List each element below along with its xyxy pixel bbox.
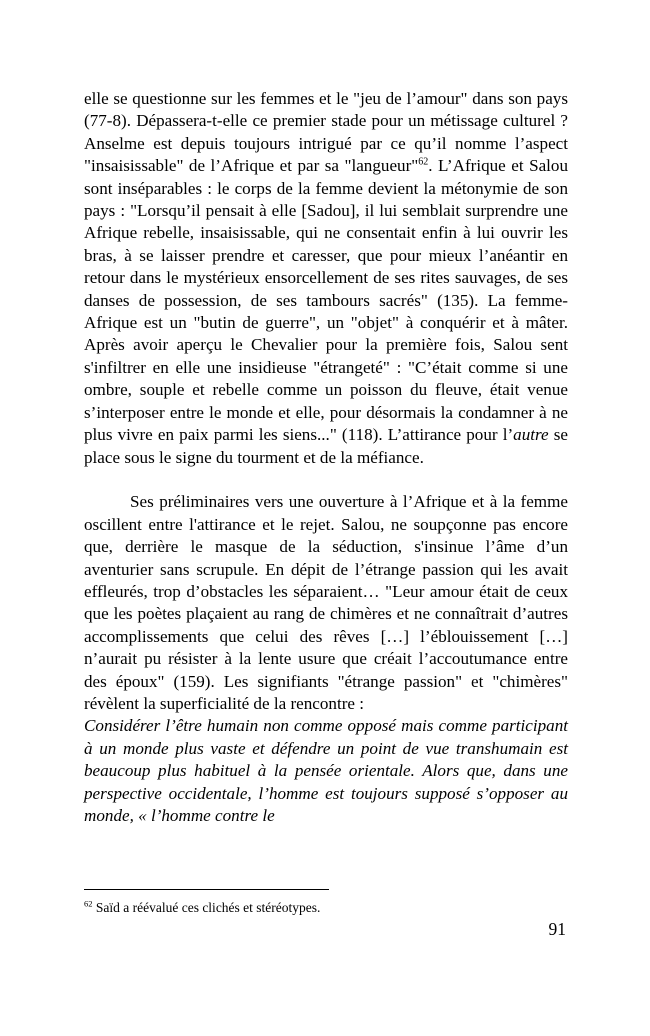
italic-word-autre: autre	[513, 425, 549, 445]
paragraph-1	[84, 88, 568, 469]
footnote-number: 62	[84, 898, 93, 909]
footnote-separator	[84, 889, 329, 890]
paragraph-1-start: elle se questionne sur les femmes et le "jeu de l’amour" dans son pays (77-8). Dépassera-t-elle ce premier stade pour un métissage culturel ? Anselme est depuis toujours intrigué par ce qu’il nomme l’aspect "insaisissable" de l’Afrique et par sa "langueur"	[84, 89, 568, 176]
footnote-text: Saïd a réévalué ces clichés et stéréotypes.	[92, 900, 321, 915]
page-number: 91	[548, 919, 566, 939]
footnote	[84, 899, 568, 916]
paragraph-1-end: se place sous le signe du tourment et de la méfiance.	[84, 425, 568, 467]
body-text	[84, 88, 568, 827]
italic-quotation: Considérer l’être humain non comme opposé mais comme participant à un monde plus vaste et défendre un point de vue transhumain est beaucoup plus habituel à la pensée orientale. Alors que, dans une perspective occidentale, l’homme est toujours supposé s’opposer au monde, « l’homme contre le	[84, 716, 568, 825]
paragraph-2: Ses préliminaires vers une ouverture à l’Afrique et à la femme oscillent entre l'attirance et le rejet. Salou, ne soupçonne pas encore que, derrière le masque de la séduction, s'insinue l’âme d’un aventurier sans scrupule. En dépit de l’étrange passion qui les avait effleurés, trop d’obstacles les séparaient… "Leur amour était de ceux que les poètes plaçaient au rang de chimères et ne connaîtrait d’autres accomplissements que celui des rêves […] l’éblouissement […] n’aurait pu résister à la lente usure que créait l’accoutumance entre des époux" (159). Les signifiants "étrange passion" et "chimères" révèlent la superficialité de la rencontre :	[84, 492, 568, 713]
paragraph-1-middle: . L’Afrique et Salou sont inséparables : le corps de la femme devient la métonymie de son pays : "Lorsqu’il pensait à elle [Sadou], il lui semblait surprendre une Afrique rebelle, insaisissable, qui ne consentait enfin à lui ouvrir les bras, à se laisser prendre et caresser, que pour mieux l’anéantir en retour dans le mystérieux ensorcellement de ses rites sauvages, de ses danses de possession, de ses tambours sacrés" (135). La femme-Afrique est un "butin de guerre", un "objet" à conquérir et à mâter. Après avoir aperçu le Chevalier pour la première fois, Salou sent s'infiltrer en elle une insidieuse "étrangeté" : "C’était comme si une ombre, souple et rebelle comme un poisson du fleuve, était venue s’interposer entre le monde et elle, pour désormais la condamner à ne plus vivre en paix parmi les siens..." (118). L’attirance pour l’	[84, 156, 569, 445]
footnote-reference[interactable]: 62	[418, 156, 429, 168]
